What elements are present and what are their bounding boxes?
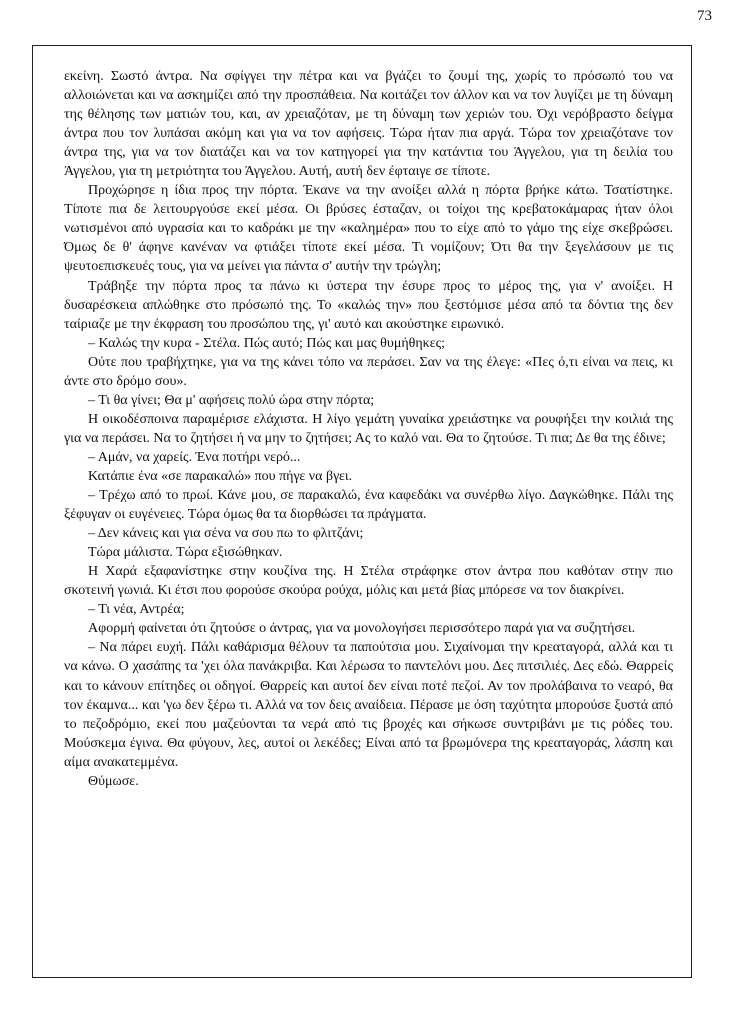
paragraph: Τώρα μάλιστα. Τώρα εξισώθηκαν. [88, 545, 283, 561]
paragraph: Προχώρησε η ίδια προς την πόρτα. Έκανε να την ανοίξει αλλά η πόρτα βρήκε κάτω. Τσατίστηκε. Τίποτε πια δε λειτουργούσε εκεί μέσα. Οι βρύσες έσταζαν, οι τοίχοι της κρεβατοκάμαρας ήταν όλοι νωτισμένοι από υγρασία και το καδράκι με την «καλημέρα» που το είχε από το γάμο της είχε σκεβρώσει. Όμως δε θ' άφηνε κανέναν να φτιάξει τίποτε εκεί μέσα. Τι νομίζουν; Ότι θα την ξεγελάσουν με τις ψευτοεπισκευές τους, για να μείνει για πάντα σ' αυτήν την τρώγλη; [64, 183, 673, 275]
paragraph: – Τι θα γίνει; Θα μ' αφήσεις πολύ ώρα στην πόρτα; [88, 392, 375, 408]
body-text [64, 67, 673, 791]
paragraph: Θύμωσε. [88, 773, 139, 789]
paragraph: – Τι νέα, Αντρέα; [88, 602, 185, 618]
paragraph: – Να πάρει ευχή. Πάλι καθάρισμα θέλουν τα παπούτσια μου. Σιχαίνομαι την κρεαταγορά, αλλά και τι να κάνω. Ο χασάπης τα 'χει όλα πανάκριβα. Και λέρωσα το παντελόνι μου. Δες πιτσιλιές. Δες εδώ. Θαρρείς και το κάνουν επίτηδες οι οδηγοί. Θαρρείς και αυτοί δεν είναι ποτέ πεζοί. Αν τον προλάβαινα το νεαρό, θα τον έκαμνα... και 'γω δεν ξέρω τι. Αλλά να τον δεις αναίδεια. Πέρασε με όση ταχύτητα μπορούσε ξυστά από το πεζοδρόμιο, εκεί που μαζεύονται τα νερά από τις βροχές και σήκωσε συντριβάνι με τις ρόδες του. Μούσκεμα έγινα. Θα φύγουν, λες, αυτοί οι λεκέδες; Είναι από τα βρωμόνερα της κρεαταγοράς, λάσπη και αίμα ανακατεμμένα. [64, 640, 673, 770]
paragraph: Τράβηξε την πόρτα προς τα πάνω κι ύστερα την έσυρε προς το μέρος της, για ν' ανοίξει. Η δυσαρέσκεια απλώθηκε στο πρόσωπό της. Το «καλώς την» που ξεστόμισε μέσα από τα δόντια της δεν ταίριαζε με την έκφραση του προσώπου της, γι' αυτό και ακούστηκε ειρωνικό. [64, 278, 673, 332]
paragraph: Η Χαρά εξαφανίστηκε στην κουζίνα της. Η Στέλα στράφηκε στον άντρα που καθόταν στην πιο σκοτεινή γωνιά. Κι έτσι που φορούσε σκούρα ρούχα, μόλις και μετά βίας μπόρεσε να τον διακρίνει. [64, 564, 673, 599]
paragraph: – Αμάν, να χαρείς. Ένα ποτήρι νερό... [88, 449, 301, 465]
paragraph: – Καλώς την κυρα - Στέλα. Πώς αυτό; Πώς και μας θυμήθηκες; [88, 335, 446, 351]
paragraph: Η οικοδέσποινα παραμέρισε ελάχιστα. Η λίγο γεμάτη γυναίκα χρειάστηκε να ρουφήξει την κοιλιά της για να περάσει. Να το ζητήσει ή να μην το ζητήσει; Ας το καλό ναι. Θα το ζητούσε. Τι πια; Δε θα της έδινε; [64, 411, 673, 446]
paragraph: – Τρέχω από το πρωί. Κάνε μου, σε παρακαλώ, ένα καφεδάκι να συνέρθω λίγο. Δαγκώθηκε. Πάλι της ξέφυγαν οι ευγένειες. Τώρα όμως θα τα διορθώσει τα πράγματα. [64, 488, 673, 523]
paragraph: Κατάπιε ένα «σε παρακαλώ» που πήγε να βγει. [88, 468, 353, 484]
paragraph: – Δεν κάνεις και για σένα να σου πω το φλιτζάνι; [88, 526, 364, 542]
paragraph: Αφορμή φαίνεται ότι ζητούσε ο άντρας, για να μονολογήσει περισσότερο παρά για να συζητήσει. [88, 621, 636, 637]
paragraph: Ούτε που τραβήχτηκε, για να της κάνει τόπο να περάσει. Σαν να της έλεγε: «Πες ό,τι είναι να πεις, κι άντε στο δρόμο σου». [64, 354, 673, 389]
page-number: 73 [697, 8, 712, 24]
paragraph: εκείνη. Σωστό άντρα. Να σφίγγει την πέτρα και να βγάζει το ζουμί της, χωρίς το πρόσωπό του να αλλοιώνεται και να ασκημίζει από την προσπάθεια. Να κοιτάζει τον άλλον και να τον λυγίζει με τη δύναμη της θέλησης των ματιών του, και, αν χρειαζόταν, με τη δύναμη των χεριών του. Όχι νερόβραστο δείγμα άντρα που τον λυπάσαι ακόμη και για να τον αφήσεις. Τώρα ήταν πια αργά. Τώρα τον χρειαζότανε τον άντρα της, για να τον διατάζει και να τον κατηγορεί για την κατάντια του Άγγελου, για τη δειλία του Άγγελου, για τη μετριότητα του Άγγελου. Αυτή, αυτή δεν έφταιγε σε τίποτε. [64, 69, 673, 180]
